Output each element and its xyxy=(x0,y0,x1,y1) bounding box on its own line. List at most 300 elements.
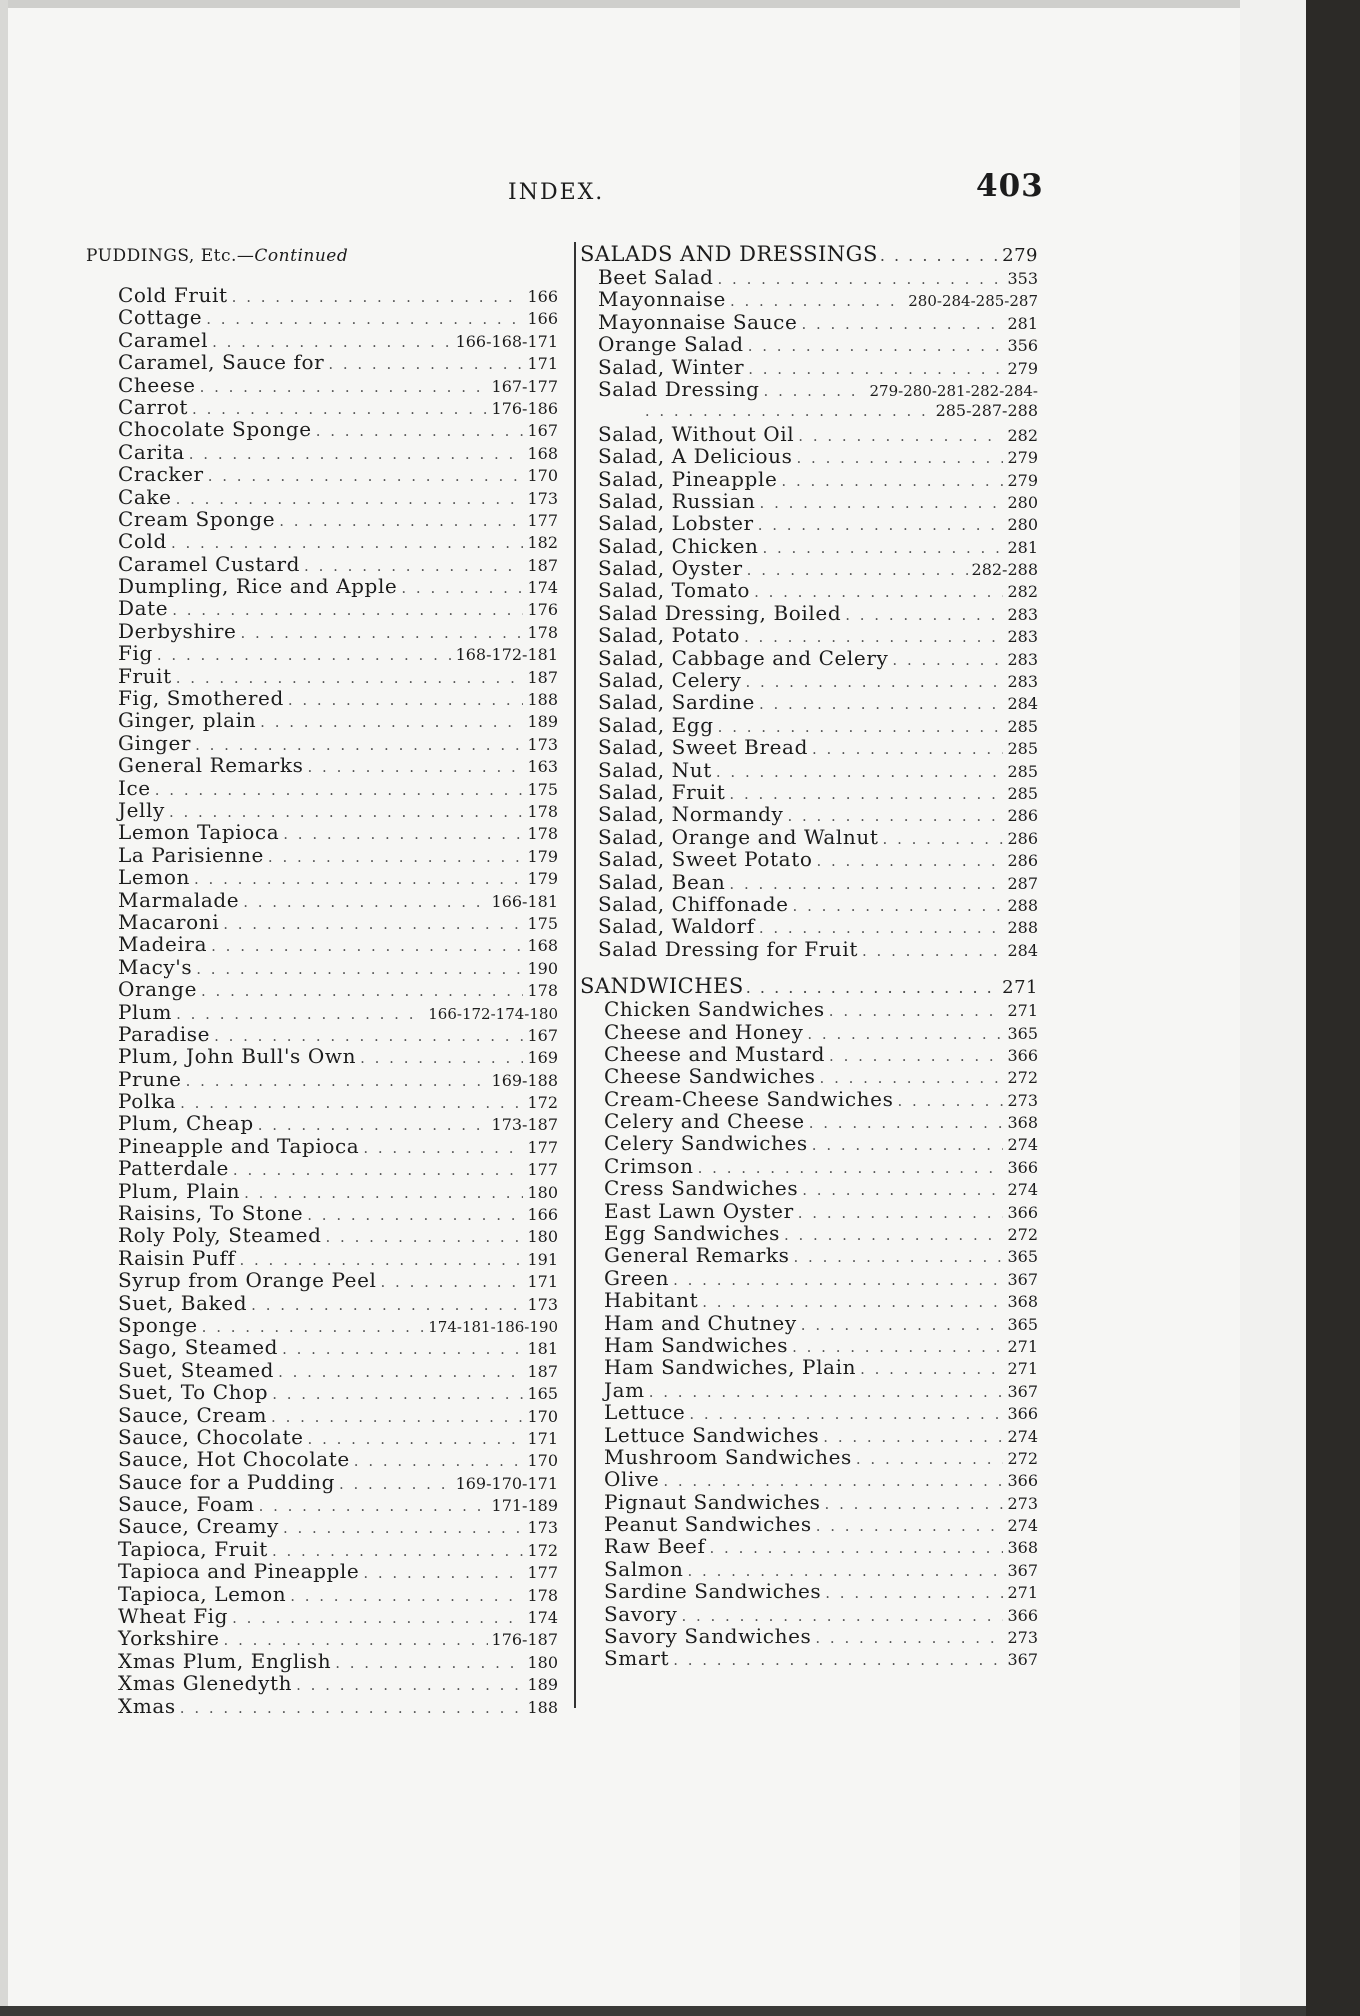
index-entry xyxy=(580,1043,1038,1065)
dot-leader xyxy=(812,1134,1004,1156)
dot-leader xyxy=(794,1246,1004,1268)
index-entry-pages: 174-181-186-190 xyxy=(428,1317,558,1336)
index-entry xyxy=(86,1627,558,1649)
index-entry xyxy=(86,1001,558,1023)
index-entry xyxy=(580,378,1038,400)
index-entry-pages: 282-288 xyxy=(971,560,1038,580)
index-entry-pages: 272 xyxy=(1007,1225,1038,1245)
dot-leader xyxy=(283,823,523,845)
index-entry-label: Ginger, plain xyxy=(118,708,257,733)
index-entry-pages: 167 xyxy=(527,1025,558,1045)
index-entry xyxy=(580,1491,1038,1513)
dot-leader xyxy=(862,940,1003,962)
dot-leader xyxy=(381,1271,524,1293)
index-entry-label: Wheat Fig xyxy=(118,1604,229,1629)
index-entry xyxy=(580,714,1038,736)
index-entry-pages: 283 xyxy=(1007,604,1038,624)
index-entry-pages: 163 xyxy=(527,757,558,777)
index-entry-label: Savory xyxy=(604,1601,678,1626)
index-entry-pages: 180 xyxy=(527,1227,558,1247)
index-entry-pages: 173-187 xyxy=(491,1115,558,1135)
index-entry xyxy=(86,1157,558,1179)
index-entry-label: Suet, Baked xyxy=(118,1290,248,1315)
index-entry-pages: 274 xyxy=(1007,1426,1038,1446)
sandwiches-section-pages: 271 xyxy=(1002,977,1038,999)
index-entry-pages: 271 xyxy=(1007,1001,1038,1021)
index-entry-pages: 271 xyxy=(1007,1336,1038,1356)
dot-leader xyxy=(232,1607,523,1629)
index-entry-pages: 171 xyxy=(527,354,558,374)
dot-leader xyxy=(200,376,488,398)
index-entry-label: Raw Beef xyxy=(604,1534,706,1559)
index-entry-pages: 274 xyxy=(1007,1516,1038,1536)
index-entry-pages: 165 xyxy=(527,1384,558,1404)
index-entry-label: Cottage xyxy=(118,305,203,330)
index-entry xyxy=(86,418,558,440)
dot-leader xyxy=(812,738,1003,760)
dot-leader xyxy=(856,1448,1004,1470)
index-entry-label: Mayonnaise Sauce xyxy=(598,309,798,334)
index-entry xyxy=(86,1045,558,1067)
dot-leader xyxy=(326,1226,524,1248)
dot-leader xyxy=(793,895,1004,917)
sandwiches-section-title: SANDWICHES xyxy=(580,974,744,999)
dot-leader xyxy=(278,1361,523,1383)
index-entry-label: Cold xyxy=(118,529,167,554)
index-entry-label: Derbyshire xyxy=(118,618,237,643)
index-entry xyxy=(580,579,1038,601)
index-entry-pages: 173 xyxy=(527,1294,558,1314)
dot-leader xyxy=(211,935,523,957)
index-entry-pages: 282 xyxy=(1007,582,1038,602)
index-entry-label: Sauce, Creamy xyxy=(118,1514,279,1539)
index-entry-pages: 365 xyxy=(1007,1023,1038,1043)
index-entry xyxy=(580,1244,1038,1266)
index-entry-label: Tapioca, Fruit xyxy=(118,1536,268,1561)
index-entry xyxy=(86,1695,558,1717)
index-entry-pages: 178 xyxy=(527,981,558,1001)
index-entry xyxy=(86,374,558,396)
index-entry-label: Roly Poly, Steamed xyxy=(118,1223,322,1248)
section-gap xyxy=(580,960,1038,974)
index-entry xyxy=(580,1155,1038,1177)
index-entry xyxy=(580,1424,1038,1446)
dot-leader xyxy=(815,1627,1003,1649)
index-entry-pages: 280 xyxy=(1007,515,1038,535)
page-top-edge xyxy=(0,0,1240,8)
index-entry-label: Tapioca and Pineapple xyxy=(118,1559,360,1584)
index-entry-pages: 179 xyxy=(527,846,558,866)
index-entry-pages: 180 xyxy=(527,1652,558,1672)
dot-leader xyxy=(186,1070,488,1092)
index-entry xyxy=(86,777,558,799)
index-entry xyxy=(580,1446,1038,1468)
index-entry xyxy=(580,1177,1038,1199)
index-entry xyxy=(86,1224,558,1246)
index-entry xyxy=(580,1021,1038,1043)
dot-leader xyxy=(243,891,487,913)
index-entry xyxy=(580,557,1038,579)
index-entry xyxy=(86,1560,558,1582)
index-entry-pages: 284 xyxy=(1007,940,1038,960)
index-entry-pages: 288 xyxy=(1007,895,1038,915)
index-entry-label: Date xyxy=(118,596,169,621)
dot-leader xyxy=(673,1269,1003,1291)
index-entry xyxy=(580,1625,1038,1647)
dot-leader xyxy=(649,1381,1004,1403)
index-entry-label: Paradise xyxy=(118,1021,211,1046)
index-entry-label: Dumpling, Rice and Apple xyxy=(118,574,398,599)
dot-leader xyxy=(290,1585,523,1607)
index-entry xyxy=(86,575,558,597)
dot-leader xyxy=(829,1045,1003,1067)
index-entry-label: Green xyxy=(604,1265,670,1290)
index-entry-pages: 274 xyxy=(1007,1180,1038,1200)
index-entry xyxy=(580,759,1038,781)
index-entry-pages: 176 xyxy=(527,600,558,620)
index-entry-pages: 188 xyxy=(527,1697,558,1717)
index-entry-label: Lemon Tapioca xyxy=(118,820,280,845)
dot-leader xyxy=(307,1204,523,1226)
index-entry-label: Macy's xyxy=(118,954,193,979)
index-entry xyxy=(580,535,1038,557)
index-entry-pages: 176-187 xyxy=(491,1630,558,1650)
index-entry xyxy=(86,1493,558,1515)
index-entry-pages: 175 xyxy=(527,779,558,799)
index-entry xyxy=(86,665,558,687)
index-entry xyxy=(580,288,1038,310)
index-entry-label: Caramel Custard xyxy=(118,551,301,576)
dot-leader xyxy=(748,358,1003,380)
index-entry xyxy=(86,441,558,463)
index-entry-pages: 178 xyxy=(527,801,558,821)
dot-leader: . . . . . . . . . . . . . . . . . . . . xyxy=(644,402,936,421)
index-entry-label: Carrot xyxy=(118,394,189,419)
dot-leader xyxy=(223,913,523,935)
continued-note: —Continued xyxy=(236,246,349,266)
dot-leader xyxy=(825,1582,1003,1604)
index-entry xyxy=(86,1090,558,1112)
index-entry-pages: 274 xyxy=(1007,1135,1038,1155)
index-entry-pages: 282 xyxy=(1007,425,1038,445)
index-entry xyxy=(580,423,1038,445)
index-entry-pages: 366 xyxy=(1007,1202,1038,1222)
index-entry-pages: 169 xyxy=(527,1048,558,1068)
index-entry xyxy=(86,1381,558,1403)
index-entry-label: Orange xyxy=(118,977,198,1002)
dot-leader xyxy=(747,559,968,581)
index-entry-continuation xyxy=(580,400,1038,422)
dot-leader xyxy=(748,335,1004,357)
index-entry-label: Salad, Nut xyxy=(598,757,712,782)
index-entry xyxy=(580,445,1038,467)
index-entry xyxy=(86,866,558,888)
index-entry xyxy=(86,1112,558,1134)
index-entry-label: Ice xyxy=(118,775,151,800)
index-entry-pages: 177 xyxy=(527,1563,558,1583)
index-entry-label: Cracker xyxy=(118,462,204,487)
index-entry-pages: 273 xyxy=(1007,1090,1038,1110)
index-entry-label: Salad, Waldorf xyxy=(598,914,755,939)
dot-leader xyxy=(764,380,866,402)
dot-leader xyxy=(797,447,1004,469)
index-entry xyxy=(580,669,1038,691)
index-entry xyxy=(86,709,558,731)
index-entry-label: Prune xyxy=(118,1066,182,1091)
index-entry-pages: 166 xyxy=(527,1205,558,1225)
dot-leader xyxy=(194,868,523,890)
index-entry xyxy=(580,781,1038,803)
index-entry-label: Macaroni xyxy=(118,909,220,934)
index-entry-pages: 170 xyxy=(527,1451,558,1471)
index-entry-label: Salad, Cabbage and Celery xyxy=(598,645,889,670)
index-entry-label: Celery and Cheese xyxy=(604,1109,805,1134)
index-entry xyxy=(580,1603,1038,1625)
index-entry xyxy=(86,597,558,619)
index-entry-label: Lettuce xyxy=(604,1400,686,1425)
index-entry-label: Cream-Cheese Sandwiches xyxy=(604,1086,894,1111)
index-entry xyxy=(86,530,558,552)
index-entry-pages: 166-181 xyxy=(491,891,558,911)
index-entry xyxy=(86,642,558,664)
index-entry xyxy=(86,620,558,642)
index-entry xyxy=(580,333,1038,355)
index-entry-pages: 366 xyxy=(1007,1404,1038,1424)
index-entry-pages: 166 xyxy=(527,287,558,306)
index-entry-pages: 271 xyxy=(1007,1583,1038,1603)
dot-leader xyxy=(268,846,524,868)
index-entry xyxy=(580,915,1038,937)
index-entry-label: Egg Sandwiches xyxy=(604,1221,780,1246)
page-margin xyxy=(1240,0,1306,2016)
index-entry-pages: 285-287-288 xyxy=(935,401,1038,421)
index-entry xyxy=(86,1426,558,1448)
index-entry-label: Crimson xyxy=(604,1153,694,1178)
salads-section-pages: 279 xyxy=(1002,245,1038,266)
dot-leader xyxy=(196,958,523,980)
index-entry-pages: 178 xyxy=(527,824,558,844)
index-entry-pages: 167-177 xyxy=(491,376,558,396)
dot-leader xyxy=(339,1473,452,1495)
dot-leader xyxy=(802,1179,1003,1201)
index-entry-pages: 180 xyxy=(527,1182,558,1202)
index-entry-label: Salad Dressing xyxy=(598,376,760,401)
index-entry-pages: 181 xyxy=(527,1339,558,1359)
running-head: INDEX. xyxy=(508,180,605,205)
left-column xyxy=(86,246,558,1717)
index-entry-label: Sauce for a Pudding xyxy=(118,1469,335,1494)
index-entry xyxy=(580,893,1038,915)
index-entry-pages: 173 xyxy=(527,488,558,508)
index-entry-pages: 286 xyxy=(1007,806,1038,826)
dot-leader xyxy=(308,756,524,778)
page-number: 403 xyxy=(976,168,1044,204)
index-entry-label: Madeira xyxy=(118,932,208,957)
index-entry-label: Salad, Russian xyxy=(598,488,756,513)
dot-leader xyxy=(316,420,524,442)
index-entry xyxy=(86,1650,558,1672)
index-entry-pages: 367 xyxy=(1007,1560,1038,1580)
index-entry-label: Cream Sponge xyxy=(118,506,276,531)
dot-leader xyxy=(155,779,524,801)
index-entry xyxy=(86,844,558,866)
dot-leader xyxy=(845,604,1003,626)
index-entry xyxy=(86,1404,558,1426)
index-entry-label: Chocolate Sponge xyxy=(118,417,312,442)
dot-leader xyxy=(892,649,1003,671)
index-entry-pages: 272 xyxy=(1007,1448,1038,1468)
index-entry xyxy=(86,553,558,575)
index-entry-label: Salad, Bean xyxy=(598,869,726,894)
continued-section-heading xyxy=(86,246,558,266)
index-entry-label: General Remarks xyxy=(604,1243,790,1268)
index-entry-pages: 281 xyxy=(1007,537,1038,557)
index-entry-pages: 174 xyxy=(527,578,558,598)
index-entry-label: Habitant xyxy=(604,1288,699,1313)
index-entry-pages: 366 xyxy=(1007,1157,1038,1177)
index-entry xyxy=(86,396,558,418)
index-entry xyxy=(580,647,1038,669)
index-entry xyxy=(86,754,558,776)
index-entry xyxy=(580,1535,1038,1557)
index-entry-label: Salad, Celery xyxy=(598,668,742,693)
index-entry-label: Sago, Steamed xyxy=(118,1335,279,1360)
index-entry xyxy=(580,1110,1038,1132)
index-entry xyxy=(580,1065,1038,1087)
index-entry xyxy=(86,1605,558,1627)
index-entry xyxy=(580,624,1038,646)
salads-section-heading xyxy=(580,242,1038,266)
index-entry-label: Polka xyxy=(118,1089,177,1114)
dot-leader xyxy=(758,514,1004,536)
dot-leader xyxy=(781,470,1003,492)
index-entry-label: Suet, To Chop xyxy=(118,1380,269,1405)
index-entry-label: Salad, Chicken xyxy=(598,533,759,558)
index-entry-label: Ham Sandwiches xyxy=(604,1332,789,1357)
index-entry xyxy=(86,1583,558,1605)
dot-leader xyxy=(718,268,1004,290)
index-entry xyxy=(86,284,558,306)
index-entry xyxy=(580,871,1038,893)
index-entry-pages: 172 xyxy=(527,1540,558,1560)
index-entry xyxy=(86,463,558,485)
index-entry-label: Salad, Without Oil xyxy=(598,421,795,446)
dot-leader xyxy=(759,693,1003,715)
index-entry xyxy=(580,1222,1038,1244)
index-entry xyxy=(580,356,1038,378)
index-entry xyxy=(86,687,558,709)
index-entry-label: Pignaut Sandwiches xyxy=(604,1489,821,1514)
index-entry-pages: 366 xyxy=(1007,1045,1038,1065)
index-entry xyxy=(580,602,1038,624)
index-entry-pages: 285 xyxy=(1007,739,1038,759)
index-entry-pages: 367 xyxy=(1007,1381,1038,1401)
dot-leader xyxy=(272,1383,523,1405)
index-entry xyxy=(86,889,558,911)
index-entry-pages: 365 xyxy=(1007,1314,1038,1334)
index-entry-label: Ham Sandwiches, Plain xyxy=(604,1355,857,1380)
index-entry-pages: 285 xyxy=(1007,761,1038,781)
index-entry-pages: 172 xyxy=(527,1093,558,1113)
index-entry-pages: 271 xyxy=(1007,1359,1038,1379)
index-entry xyxy=(86,351,558,373)
sandwiches-section-heading xyxy=(580,974,1038,998)
index-entry-pages: 356 xyxy=(1007,336,1038,356)
index-entry-label: Salad, Potato xyxy=(598,623,740,648)
index-entry-pages: 279 xyxy=(1007,358,1038,378)
index-entry-pages: 367 xyxy=(1007,1650,1038,1670)
index-entry-pages: 368 xyxy=(1007,1292,1038,1312)
index-entry-pages: 168 xyxy=(527,936,558,956)
index-entry-pages: 188 xyxy=(527,690,558,710)
dot-leader xyxy=(328,353,523,375)
index-entry-label: Marmalade xyxy=(118,887,240,912)
page-left-edge xyxy=(0,0,8,2016)
dot-leader xyxy=(710,1537,1004,1559)
index-entry-pages: 280-284-285-287 xyxy=(908,292,1038,311)
index-entry-pages: 284 xyxy=(1007,694,1038,714)
index-entry-pages: 169-188 xyxy=(491,1070,558,1090)
index-entry-pages: 287 xyxy=(1007,873,1038,893)
index-entry-pages: 286 xyxy=(1007,828,1038,848)
index-entry-label: Xmas xyxy=(118,1693,176,1718)
index-entry-label: Celery Sandwiches xyxy=(604,1131,808,1156)
index-entry-label: Jelly xyxy=(118,797,165,822)
dot-leader xyxy=(798,1202,1004,1224)
dot-leader xyxy=(880,244,1000,268)
dot-leader xyxy=(673,1649,1003,1671)
index-entry-label: Carita xyxy=(118,439,185,464)
dot-leader xyxy=(363,1137,523,1159)
index-entry xyxy=(580,1132,1038,1154)
index-entry-label: Lettuce Sandwiches xyxy=(604,1422,820,1447)
index-entry xyxy=(580,803,1038,825)
index-entry-label: Salad, Sweet Potato xyxy=(598,847,813,872)
dot-leader xyxy=(296,1674,523,1696)
index-entry-pages: 368 xyxy=(1007,1113,1038,1133)
dot-leader xyxy=(829,1000,1004,1022)
index-entry-label: Fig, Smothered xyxy=(118,686,284,711)
index-entry-pages: 273 xyxy=(1007,1628,1038,1648)
index-entry-pages: 177 xyxy=(527,1160,558,1180)
index-entry-pages: 272 xyxy=(1007,1068,1038,1088)
index-entry-pages: 177 xyxy=(527,510,558,530)
index-entry-pages: 182 xyxy=(527,533,558,553)
index-entry-pages: 273 xyxy=(1007,1493,1038,1513)
index-entry-pages: 178 xyxy=(527,622,558,642)
dot-leader xyxy=(809,1112,1004,1134)
index-entry xyxy=(86,1314,558,1336)
index-entry-pages: 171 xyxy=(527,1272,558,1292)
index-entry xyxy=(86,306,558,328)
index-entry-pages: 167 xyxy=(527,421,558,441)
index-entry-pages: 166 xyxy=(527,309,558,329)
right-column xyxy=(580,242,1038,1670)
index-entry-pages: 168 xyxy=(527,443,558,463)
index-entry xyxy=(580,848,1038,870)
index-entry-label: Sauce, Hot Chocolate xyxy=(118,1447,350,1472)
index-entry-pages: 285 xyxy=(1007,783,1038,803)
dot-leader xyxy=(825,1493,1004,1515)
dot-leader xyxy=(180,1697,524,1719)
index-entry-pages: 189 xyxy=(527,1675,558,1695)
index-entry xyxy=(86,1247,558,1269)
index-entry xyxy=(580,1580,1038,1602)
index-entry-label: Salad, Fruit xyxy=(598,779,726,804)
index-entry-label: Plum xyxy=(118,999,173,1024)
dot-leader xyxy=(360,1047,523,1069)
index-entry-label: Peanut Sandwiches xyxy=(604,1512,812,1537)
